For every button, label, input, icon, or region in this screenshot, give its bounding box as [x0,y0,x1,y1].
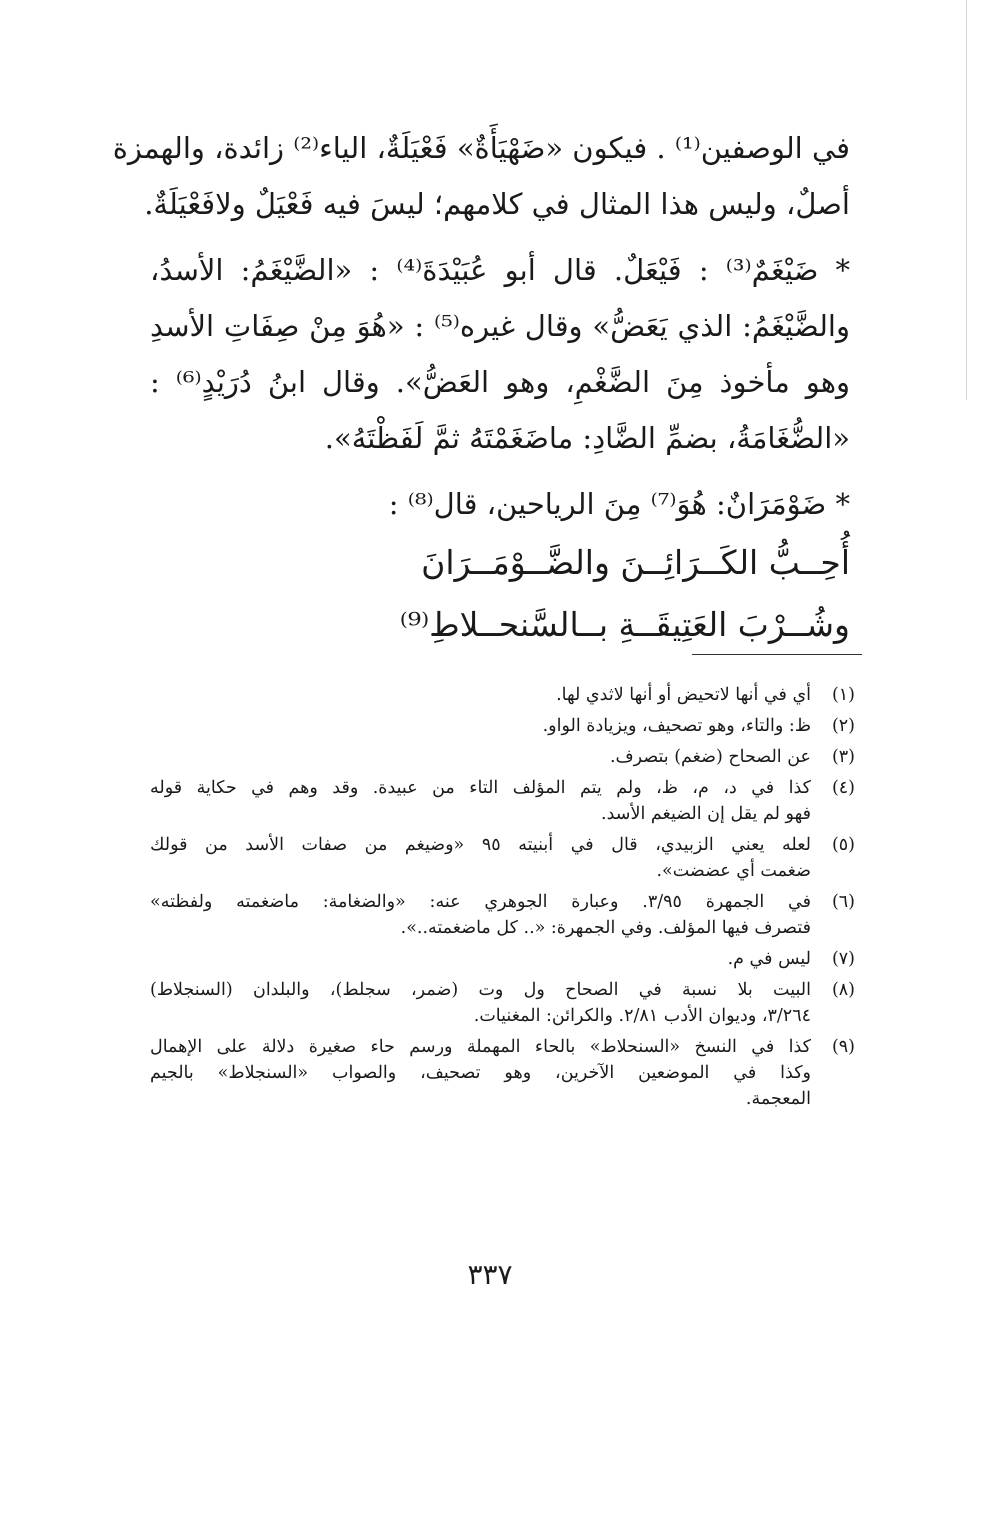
footnote-text: المعجمة. [745,1089,811,1109]
footnote-text: أي في أنها لاتحيض أو أنها لاثدي لها. [556,685,811,705]
footnote [150,1034,855,1112]
scan-edge-line [966,0,967,400]
main-line: * ضَوْمَرَانٌ: هُوَ⁽⁷⁾ مِنَ الرياحين، قال⁽⁸⁾ : [388,487,850,521]
footnote [150,775,855,827]
footnote-text: البيت بلا نسبة في الصحاح ول وت (ضمر، سجلط)، والبلدان (السنجلاط) [150,980,811,1000]
main-line: «الضُّغَامَةُ، بضمِّ الضَّادِ: ماضَغَمْتَهُ ثمَّ لَفَظْتَهُ». [324,421,850,455]
footnote-text: لعله يعني الزبيدي، قال في أبنيته ٩٥ «وضيغم من صفات الأسد من قولك [150,835,811,855]
footnote-text: ضغمت أي عضضت». [656,861,811,881]
main-text [112,120,850,656]
footnote-number: (٢) [831,716,855,736]
footnote [150,832,855,884]
footnote [150,744,855,770]
footnote [150,713,855,739]
footnote-text: وكذا في الموضعين الآخرين، وهو تصحيف، والصواب «السنجلاط» بالجيم [150,1063,811,1083]
main-line: * ضَيْغَمٌ⁽³⁾ : فَيْعَلٌ. قال أبو عُبَيْدَةَ⁽⁴⁾ : «الضَّيْغَمُ: الأسدُ، [150,253,850,287]
verse-line-1: أُحِــبُّ الكَــرَائِــنَ والضَّــوْمَــرَانَ [421,543,850,582]
footnote-divider [692,654,862,655]
main-line: والضَّيْغَمُ: الذي يَعَضُّ» وقال غيره⁽⁵⁾ : «هُوَ مِنْ صِفَاتِ الأسدِ [150,309,850,343]
verse-line-2: وشُــرْبَ العَتِيقَــةِ بــالسَّنحــلاطِ⁽⁹⁾ [399,605,850,644]
footnotes [150,682,855,1117]
footnote-number: (٣) [831,747,855,767]
footnote-text: عن الصحاح (ضغم) بتصرف. [609,747,811,767]
footnote-text: ظ: والتاء، وهو تصحيف، ويزيادة الواو. [542,716,811,736]
page-number: ٣٣٧ [467,1258,513,1291]
footnote [150,977,855,1029]
footnote-text: في الجمهرة ٣/٩٥. وعبارة الجوهري عنه: «والضغامة: ماضغمته ولفظته» [150,892,812,912]
main-line: أصلٌ، وليس هذا المثال في كلامهم؛ ليسَ فيه فَعْيَلٌ ولافَعْيَلَةٌ. [144,187,850,221]
main-line: وهو مأخوذ مِنَ الضَّغْمِ، وهو العَضُّ». وقال ابنُ دُرَيْدٍ⁽⁶⁾ : [150,365,850,399]
footnote-text: ليس في م. [727,949,811,969]
footnote-number: (٤) [831,778,855,798]
footnote [150,889,855,941]
footnote-text: ٣/٢٦٤، وديوان الأدب ٢/٨١. والكرائن: المغنيات. [473,1006,811,1026]
footnote-number: (٥) [831,835,855,855]
footnote-number: (٩) [831,1037,855,1057]
footnote [150,682,855,708]
footnote-text: فتصرف فيها المؤلف. وفي الجمهرة: «.. كل ماضغمته..». [400,918,811,938]
footnote [150,946,855,972]
main-line: في الوصفين⁽¹⁾ . فيكون «ضَهْيَأَةٌ» فَعْيَلَةٌ، الياء⁽²⁾ زائدة، والهمزة [112,131,850,165]
footnote-number: (١) [831,685,855,705]
footnote-number: (٧) [831,949,855,969]
footnote-number: (٨) [831,980,855,1000]
footnote-text: كذا في د، م، ظ، ولم يتم المؤلف التاء من عبيدة. وقد وهم في حكاية قوله [150,778,811,798]
footnote-text: فهو لم يقل إن الضيغم الأسد. [601,804,811,824]
footnote-text: كذا في النسخ «السنحلاط» بالحاء المهملة ورسم حاء صغيرة دلالة على الإهمال [150,1037,811,1057]
footnote-number: (٦) [831,892,855,912]
